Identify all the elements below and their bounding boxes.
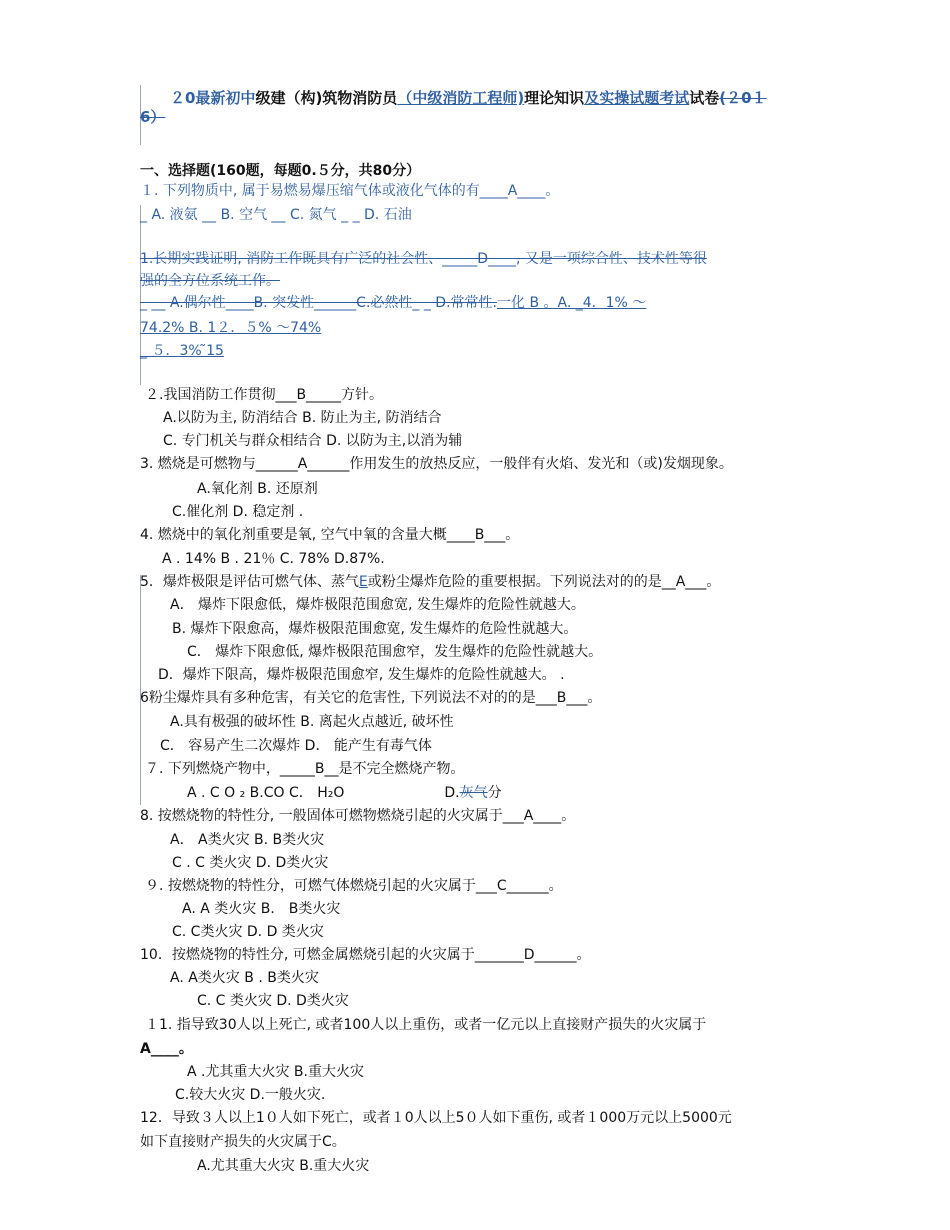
question-3-options-ab: A.氧化剂 B. 还原剂: [197, 481, 318, 497]
question-5-text-a: 5．爆炸极限是评估可燃气体、蒸气: [140, 574, 359, 590]
question-2-options-ab: A.以防为主, 防消结合 B. 防止为主, 防消结合: [163, 410, 442, 426]
question-7: ７. 下列燃烧产物中，_____B__是不完全燃烧产物。: [145, 761, 465, 777]
question-5-option-b: B. 爆炸下限愈高，爆炸极限范围愈宽, 发生爆炸的危险性就越大。: [172, 621, 578, 637]
revised-line-6: 74.2% B. 1２．５% ～74%: [140, 320, 322, 336]
question-11: １1. 指导致30人以上死亡, 或者100人以上重伤，或者一亿元以上直接财产损失的火灾属于: [145, 1017, 707, 1033]
title-part-1: ２0最新初中: [170, 89, 256, 107]
question-9-options-ab: A. A 类火灾 B． B类火灾: [182, 901, 341, 917]
question-11-options-ab: A .尤其重大火灾 B.重大火灾: [187, 1064, 364, 1080]
question-5-option-d: D．爆炸下限高，爆炸极限范围愈窄, 发生爆炸的危险性就越大。 .: [158, 667, 565, 683]
section-heading: 一、选择题(160题，每题0.５分，共80分）: [140, 163, 421, 179]
title-part-5: 及实操试题考试: [584, 89, 690, 107]
question-5-inserted-e: E: [358, 574, 368, 590]
deleted-question-1-cont: 强的全方位系统工作。: [140, 273, 280, 289]
title-part-2: 级建（构)筑物消防员: [255, 89, 398, 107]
question-6: 6粉尘爆炸具有多种危害，有关它的危害性, 下列说法不对的的是___B___。: [140, 690, 602, 706]
question-5-option-c: C． 爆炸下限愈低, 爆炸极限范围愈窄，发生爆炸的危险性就越大。: [187, 644, 603, 660]
inserted-text: 一化 B 。A. _4．1% ～: [497, 295, 647, 311]
title-part-4: 理论知识: [524, 89, 585, 107]
title-continuation: 6）: [140, 108, 166, 126]
question-5-text-b: 或粉尘爆炸危险的重要根据。下列说法对的的是__A___。: [367, 574, 721, 590]
deleted-options-1: [140, 293, 646, 313]
question-6-options-cd: C． 容易产生二次爆炸 D． 能产生有毒气体: [160, 738, 432, 754]
question-9: ９. 按燃烧物的特性分，可燃气体燃烧引起的火灾属于___C______。: [145, 878, 563, 894]
question-5-option-a: A． 爆炸下限愈低，爆炸极限范围愈宽, 发生爆炸的危险性就越大。: [170, 597, 585, 613]
question-8-options-ab: A． A类火灾 B. B类火灾: [170, 832, 325, 848]
question-8: 8. 按燃烧物的特性分, 一般固体可燃物燃烧引起的火灾属于___A____。: [140, 808, 576, 824]
question-3: 3. 燃烧是可燃物与______A______作用发生的放热反应，一般伴有火焰、发光和（或)发烟现象。: [140, 456, 733, 472]
deleted-options-text: _ __ A.偶尔性____B. 突发性______C.必然性_ _ D.常常性.: [140, 295, 497, 311]
question-11-answer: A____。: [140, 1041, 193, 1057]
question-7-options: [187, 783, 502, 803]
title-part-3: （中级消防工程师): [397, 89, 525, 107]
question-11-options-cd: C.较大火灾 D.一般火灾.: [175, 1087, 326, 1103]
deleted-question-1: 1.长期实践证明, 消防工作既具有广泛的社会性、_____D____, 又是一项综合性、技术性等很: [140, 251, 707, 267]
question-12: 12．导致３人以上1０人如下死亡，或者１0人以上5０人如下重伤, 或者１000万元以上5000元: [140, 1110, 732, 1126]
revised-question-1: １. 下列物质中, 属于易燃易爆压缩气体或液化气体的有____A____。: [140, 183, 560, 199]
question-7-option-d-end: 分: [487, 785, 502, 801]
question-2: ２.我国消防工作贯彻___B_____方针。: [145, 387, 384, 403]
question-10-options-ab: A. A类火灾 B . B类火灾: [170, 970, 319, 986]
question-7-option-d: D.: [444, 785, 460, 801]
question-9-options-cd: C. C类火灾 D. D 类火灾: [172, 924, 324, 940]
question-4-options: A . 14% B . 21％ C. 78% D.87%.: [162, 551, 385, 567]
revised-options-1: _ A. 液氨 __ B. 空气 __ C. 氮气 _ _ D. 石油: [140, 207, 412, 223]
question-2-options-cd: C. 专门机关与群众相结合 D. 以防为主,以消为辅: [163, 433, 463, 449]
revised-line-7: _ ５．3% ̃15: [140, 343, 224, 359]
question-12-options-ab: A.尤其重大火灾 B.重大火灾: [197, 1158, 370, 1174]
question-12-cont: 如下直接财产损失的火灾属于C。: [140, 1134, 346, 1150]
question-10-options-cd: C. C 类火灾 D. D类火灾: [197, 993, 349, 1009]
title-part-6: 试卷: [689, 89, 720, 107]
title-part-7: (２0１: [719, 89, 767, 107]
document-title: [170, 88, 767, 108]
question-10: 10．按燃烧物的特性分, 可燃金属燃烧引起的火灾属于_______D______。: [140, 947, 591, 963]
question-4: 4. 燃烧中的氧化剂重要是氧, 空气中氧的含量大概____B___。: [140, 527, 520, 543]
question-7-deleted: 灰气: [459, 785, 488, 801]
question-7-options-abc: A . C O ₂ B.CO C． H₂O: [187, 785, 345, 801]
question-3-options-cd: C.催化剂 D. 稳定剂 .: [172, 504, 304, 520]
question-6-options-ab: A.具有极强的破坏性 B. 离起火点越近, 破坏性: [170, 714, 454, 730]
question-8-options-cd: C . C 类火灾 D. D类火灾: [172, 855, 329, 871]
question-5: [140, 572, 720, 592]
